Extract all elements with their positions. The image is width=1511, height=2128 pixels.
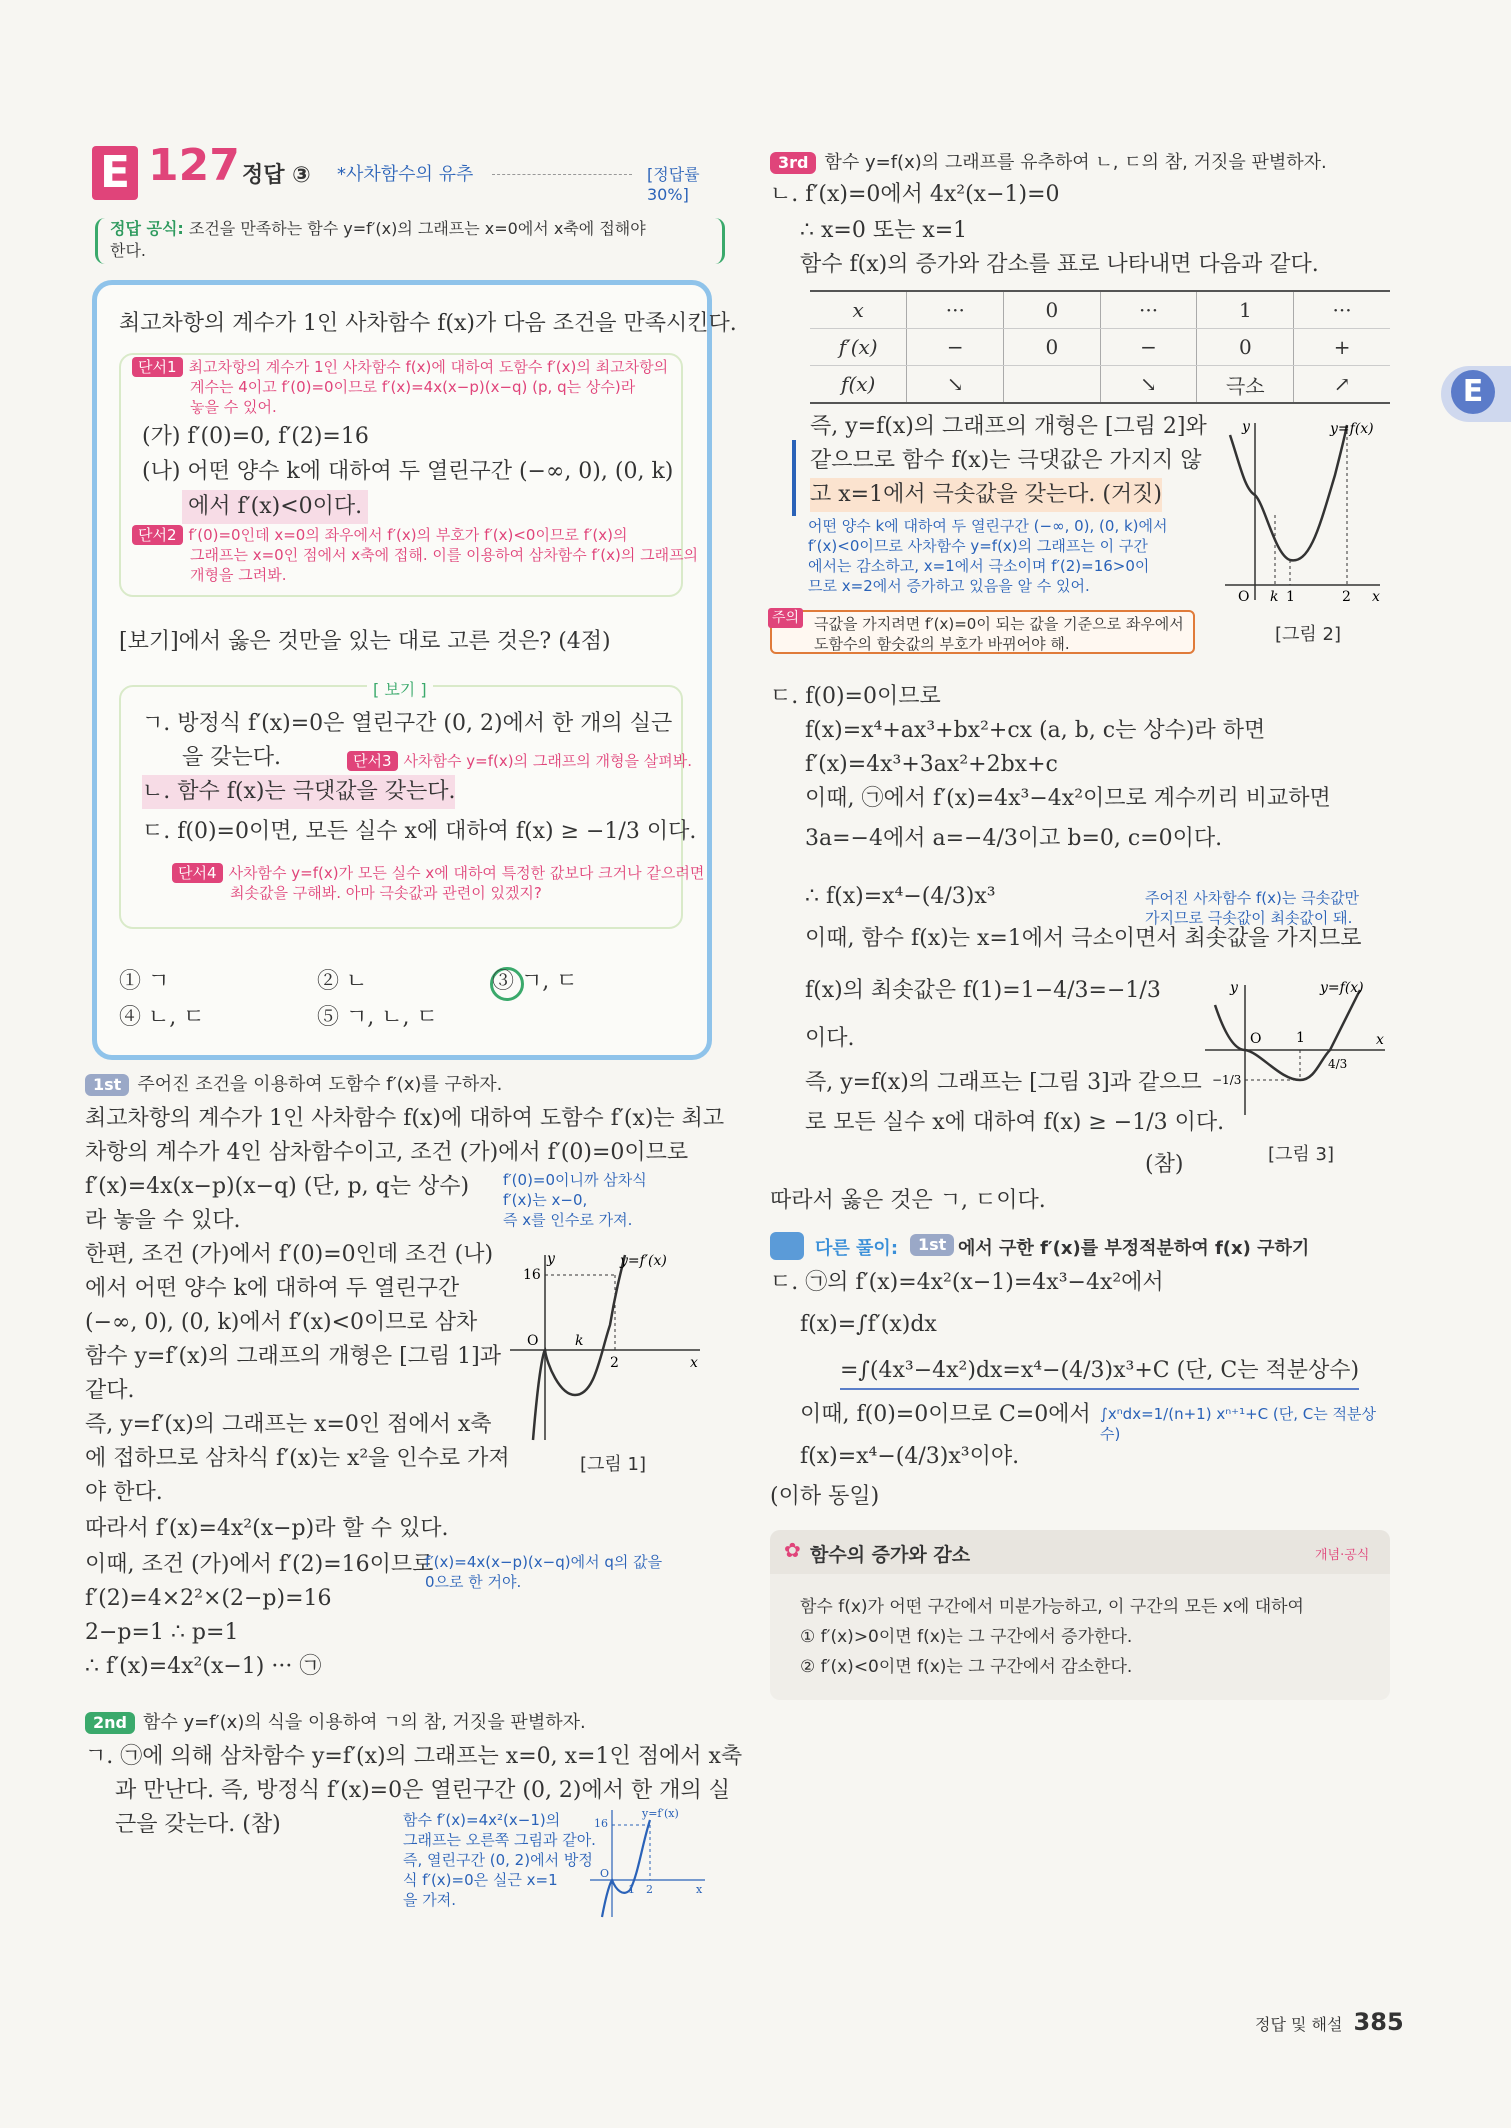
header-leader xyxy=(492,174,632,175)
sol-line-3: f′(x)=4x(x−p)(x−q) (단, p, q는 상수) xyxy=(85,1174,470,1199)
d-line-10: 즉, y=f(x)의 그래프는 [그림 3]과 같으므 xyxy=(805,1070,1202,1095)
note-1 xyxy=(503,1170,647,1230)
note-3 xyxy=(403,1810,596,1910)
fig2-x-label: x xyxy=(1372,589,1380,605)
d-line-9: 이다. xyxy=(805,1026,855,1051)
note-1-line-2: f′(x)는 x−0, xyxy=(503,1191,588,1209)
note-6: ∫xⁿdx=1/(n+1) xⁿ⁺¹+C (단, C는 적분상수) xyxy=(1100,1405,1376,1443)
step-1-title: 주어진 조건을 이용하여 도함수 f′(x)를 구하자. xyxy=(137,1074,503,1095)
d-line-5: 3a=−4에서 a=−4/3이고 b=0, c=0이다. xyxy=(805,826,1223,851)
fig3-y-label: y xyxy=(1230,980,1238,996)
clue-3-text: 사차함수 y=f(x)의 그래프의 개형을 살펴봐. xyxy=(403,752,693,770)
note-2-line-1: f′(x)=4x(x−p)(x−q)에서 q의 값을 xyxy=(425,1553,663,1571)
condition-ga: (가) f′(0)=0, f′(2)=16 xyxy=(142,424,369,449)
fig1-k: k xyxy=(575,1333,584,1349)
sol-line-13: 따라서 f′(x)=4x²(x−p)라 할 수 있다. xyxy=(85,1516,449,1541)
warning-line-2: 도함수의 함숫값의 부호가 바뀌어야 해. xyxy=(814,635,1070,653)
note-1-line-1: f′(0)=0이니까 삼차식 xyxy=(503,1171,647,1189)
small-curve xyxy=(602,1820,650,1917)
side-tab-letter: E xyxy=(1451,370,1495,414)
cell: 0 xyxy=(1197,329,1294,366)
formula-hint-text-1: 조건을 만족하는 함수 y=f′(x)의 그래프는 x=0에서 x축에 접해야 xyxy=(188,219,646,238)
cell: + xyxy=(1294,329,1390,366)
concept-line-3: ② f′(x)<0이면 f(x)는 그 구간에서 감소한다. xyxy=(800,1657,1133,1677)
fig2-y-label: y xyxy=(1242,419,1250,435)
alt-line-2: f(x)=∫f′(x)dx xyxy=(800,1312,937,1337)
cell xyxy=(1004,366,1101,404)
cell: x xyxy=(810,291,907,329)
fig2-k: k xyxy=(1270,589,1279,605)
small-origin: O xyxy=(600,1867,610,1880)
sol-line-14: 이때, 조건 (가)에서 f′(2)=16이므로 xyxy=(85,1552,434,1577)
d-line-7: 이때, 함수 f(x)는 x=1에서 극소이면서 최솟값을 가지므로 xyxy=(805,926,1362,951)
clue-1-line-1: 최고차항의 계수가 1인 사차함수 f(x)에 대하여 도함수 f′(x)의 최고차항의 xyxy=(188,358,669,376)
concept-line-1: 함수 f(x)가 어떤 구간에서 미분가능하고, 이 구간의 모든 x에 대하여 xyxy=(800,1597,1304,1617)
alt-title: 에서 구한 f′(x)를 부정적분하여 f(x) 구하기 xyxy=(958,1238,1310,1259)
figure-2-caption: [그림 2] xyxy=(1275,624,1341,645)
g-line-3: 근을 갖는다. (참) xyxy=(115,1812,281,1837)
clue-4-line-1: 사차함수 y=f(x)가 모든 실수 x에 대하여 특정한 값보다 크거나 같으려면 xyxy=(228,864,705,882)
choice-3[interactable]: ③ ㄱ, ㄷ xyxy=(492,969,578,994)
sol-line-6: 에서 어떤 양수 k에 대하여 두 열린구간 xyxy=(85,1276,460,1301)
alt-icon xyxy=(770,1232,804,1260)
flower-icon: ✿ xyxy=(784,1538,801,1562)
note-5-line-1: 주어진 사차함수 f(x)는 극솟값만 xyxy=(1145,889,1360,907)
fig1-curve-label: y=f′(x) xyxy=(620,1253,667,1269)
fig2-curve-label: y=f(x) xyxy=(1330,421,1374,437)
fig1-x-label: x xyxy=(690,1355,698,1371)
bogi-title: [ 보기 ] xyxy=(367,677,433,700)
small-x-label: x xyxy=(696,1883,703,1896)
condition-na-line-1: (나) 어떤 양수 k에 대하여 두 열린구간 (−∞, 0), (0, k) xyxy=(142,459,674,484)
clue-1-line-2: 계수는 4이고 f′(0)=0이므로 f′(x)=4x(x−p)(x−q) (p, q는 상수)라 xyxy=(190,378,636,396)
sol-line-2: 차항의 계수가 4인 삼차함수이고, 조건 (가)에서 f′(0)=0이므로 xyxy=(85,1140,689,1165)
option-d: ㄷ. f(0)=0이면, 모든 실수 x에 대하여 f(x) ≥ −1/3 이다. xyxy=(142,819,697,844)
note-4-line-3: 에서는 감소하고, x=1에서 극소이며 f′(2)=16>0이 xyxy=(808,557,1150,575)
note-4 xyxy=(808,516,1168,596)
fig3-origin: O xyxy=(1250,1031,1262,1047)
d-line-8: f(x)의 최솟값은 f(1)=1−4/3=−1/3 xyxy=(805,978,1161,1003)
figure-3-graph xyxy=(1200,980,1390,1120)
warning-box xyxy=(770,610,1195,654)
option-g-line-1: ㄱ. 방정식 f′(x)=0은 열린구간 (0, 2)에서 한 개의 실근 xyxy=(142,711,673,736)
cell: f(x) xyxy=(810,366,907,404)
choice-4[interactable]: ④ ㄴ, ㄷ xyxy=(119,1005,205,1030)
alt-line-4: 이때, f(0)=0이므로 C=0에서 xyxy=(800,1402,1091,1427)
note-3-line-2: 그래프는 오른쪽 그림과 같아. xyxy=(403,1831,596,1849)
choice-1[interactable]: ① ㄱ xyxy=(119,969,170,994)
note-2 xyxy=(425,1552,662,1592)
cell: − xyxy=(1100,329,1197,366)
n-line-2: ∴ x=0 또는 x=1 xyxy=(800,218,968,243)
clue-4 xyxy=(172,863,704,903)
question-text: [보기]에서 옳은 것만을 있는 대로 고른 것은? (4점) xyxy=(119,629,611,654)
d-line-1: ㄷ. f(0)=0이므로 xyxy=(770,684,941,709)
note-4-line-1: 어떤 양수 k에 대하여 두 열린구간 (−∞, 0), (0, k)에서 xyxy=(808,517,1168,535)
note-5-line-2: 가지므로 극솟값이 최솟값이 돼. xyxy=(1145,909,1353,927)
fig2-tick-2: 2 xyxy=(1342,589,1351,605)
note-4-line-4: 므로 x=2에서 증가하고 있음을 알 수 있어. xyxy=(808,577,1090,595)
n-line-5: 같으므로 함수 f(x)는 극댓값은 가지지 않 xyxy=(810,448,1202,473)
clue-2-line-1: f′(0)=0인데 x=0의 좌우에서 f′(x)의 부호가 f′(x)<0이므로 f′(x)의 xyxy=(188,526,628,544)
clue-3-tag: 단서3 xyxy=(347,751,398,771)
conclusion: 따라서 옳은 것은 ㄱ, ㄷ이다. xyxy=(770,1188,1046,1213)
g-line-1: ㄱ. ㉠에 의해 삼차함수 y=f′(x)의 그래프는 x=0, x=1인 점에서 x축 xyxy=(85,1744,743,1769)
n-line-6: 고 x=1에서 극솟값을 갖는다. (거짓) xyxy=(810,478,1162,512)
d-line-4: 이때, ㉠에서 f′(x)=4x³−4x²이므로 계수끼리 비교하면 xyxy=(805,786,1331,811)
cell: 1 xyxy=(1197,291,1294,329)
n-line-1: ㄴ. f′(x)=0에서 4x²(x−1)=0 xyxy=(770,182,1060,207)
fig2-origin: O xyxy=(1238,589,1250,605)
formula-hint-label: 정답 공식: xyxy=(110,219,184,238)
cell: 0 xyxy=(1004,329,1101,366)
clue-1-line-3: 놓을 수 있어. xyxy=(190,398,277,416)
note-1-line-3: 즉 x를 인수로 가져. xyxy=(503,1211,633,1229)
sol-line-11: 에 접하므로 삼차식 f′(x)는 x²을 인수로 가져 xyxy=(85,1446,510,1471)
small-graph xyxy=(590,1805,710,1920)
answer-label: 정답 ③ xyxy=(242,163,311,188)
fig1-tick-16: 16 xyxy=(523,1267,541,1283)
bracket-bar xyxy=(792,440,796,516)
alt-label: 다른 풀이: xyxy=(815,1238,899,1259)
sol-line-17: ∴ f′(x)=4x²(x−1) ··· ㉠ xyxy=(85,1654,322,1679)
fig2-curve xyxy=(1230,425,1347,560)
alt-line-1: ㄷ. ㉠의 f′(x)=4x²(x−1)=4x³−4x²에서 xyxy=(770,1270,1164,1295)
cell: 극소 xyxy=(1197,366,1294,404)
alt-badge: 1st xyxy=(910,1234,954,1256)
sol-line-4: 라 놓을 수 있다. xyxy=(85,1208,241,1233)
note-2-line-2: 0으로 한 거야. xyxy=(425,1573,522,1591)
note-4-line-2: f′(x)<0이므로 사차함수 y=f(x)의 그래프는 이 구간 xyxy=(808,537,1148,555)
problem-box xyxy=(92,280,737,1060)
cell: ··· xyxy=(907,291,1004,329)
cell: ··· xyxy=(1294,291,1390,329)
step-3-title: 함수 y=f(x)의 그래프를 유추하여 ㄴ, ㄷ의 참, 거짓을 판별하자. xyxy=(824,152,1327,173)
cell: ↘ xyxy=(1100,366,1197,404)
cell: f′(x) xyxy=(810,329,907,366)
d-line-12: (참) xyxy=(1145,1152,1184,1177)
problem-number: 127 xyxy=(148,140,240,191)
table-row-x xyxy=(810,291,1390,329)
sol-line-15: f′(2)=4×2²×(2−p)=16 xyxy=(85,1586,332,1611)
fig1-tick-2: 2 xyxy=(610,1355,619,1371)
sol-line-12: 야 한다. xyxy=(85,1480,163,1505)
step-2-badge: 2nd xyxy=(85,1712,135,1734)
d-line-2: f(x)=x⁴+ax³+bx²+cx (a, b, c는 상수)라 하면 xyxy=(805,718,1266,743)
problem-stem: 최고차항의 계수가 1인 사차함수 f(x)가 다음 조건을 만족시킨다. xyxy=(119,311,737,336)
small-tick-2: 2 xyxy=(646,1883,653,1896)
fig3-tick-neg: −1/3 xyxy=(1212,1073,1242,1087)
g-line-2: 과 만난다. 즉, 방정식 f′(x)=0은 열린구간 (0, 2)에서 한 개의 실 xyxy=(115,1778,731,1803)
step-3-heading xyxy=(770,148,1327,174)
page-footer xyxy=(1255,2008,1404,2036)
table-row-fprime xyxy=(810,329,1390,366)
d-line-3: f′(x)=4x³+3ax²+2bx+c xyxy=(805,752,1058,777)
problem-header xyxy=(92,140,722,204)
step-2-title: 함수 y=f′(x)의 식을 이용하여 ㄱ의 참, 거짓을 판별하자. xyxy=(142,1712,586,1733)
page-number: 385 xyxy=(1353,2008,1404,2036)
section-letter: E xyxy=(92,146,138,200)
cell: ··· xyxy=(1100,291,1197,329)
concept-box xyxy=(770,1530,1390,1700)
cell: − xyxy=(907,329,1004,366)
clue-1-tag: 단서1 xyxy=(132,357,183,377)
table-row-f xyxy=(810,366,1390,404)
choice-2[interactable]: ② ㄴ xyxy=(317,969,368,994)
clue-1 xyxy=(132,357,668,417)
alt-line-3: =∫(4x³−4x²)dx=x⁴−(4/3)x³+C (단, C는 적분상수) xyxy=(840,1354,1359,1390)
alt-line-6: (이하 동일) xyxy=(770,1484,880,1509)
fig3-curve-label: y=f(x) xyxy=(1320,980,1364,996)
small-curve-label: y=f′(x) xyxy=(642,1807,679,1820)
clue-2-line-2: 그래프는 x=0인 점에서 x축에 접해. 이를 이용하여 삼차함수 f′(x)의 그래프의 xyxy=(190,546,699,564)
note-3-line-5: 을 가져. xyxy=(403,1891,457,1909)
fig3-tick-1: 1 xyxy=(1296,1030,1305,1046)
clue-2-tag: 단서2 xyxy=(132,525,183,545)
sol-line-9: 같다. xyxy=(85,1378,135,1403)
sol-line-10: 즉, y=f′(x)의 그래프는 x=0인 점에서 x축 xyxy=(85,1412,492,1437)
formula-hint xyxy=(95,218,725,264)
concept-title: 함수의 증가와 감소 xyxy=(810,1544,971,1566)
formula-hint-text-2: 한다. xyxy=(110,241,146,260)
increase-decrease-table xyxy=(810,290,1390,404)
fig3-x-label: x xyxy=(1376,1032,1384,1048)
d-line-11: 로 모든 실수 x에 대하여 f(x) ≥ −1/3 이다. xyxy=(805,1110,1225,1135)
clue-2 xyxy=(132,525,698,585)
figure-3-caption: [그림 3] xyxy=(1268,1144,1334,1165)
n-line-3: 함수 f(x)의 증가와 감소를 표로 나타내면 다음과 같다. xyxy=(800,252,1319,277)
clue-4-line-2: 최솟값을 구해봐. 아마 극솟값과 관련이 있겠지? xyxy=(230,884,542,902)
choice-5[interactable]: ⑤ ㄱ, ㄴ, ㄷ xyxy=(317,1005,438,1030)
n-line-4: 즉, y=f(x)의 그래프의 개형은 [그림 2]와 xyxy=(810,414,1207,439)
cell: ↗ xyxy=(1294,366,1390,404)
topic-label: *사차함수의 유추 xyxy=(337,164,474,185)
clue-2-line-3: 개형을 그려봐. xyxy=(190,566,287,584)
figure-1-caption: [그림 1] xyxy=(580,1454,646,1475)
clue-4-tag: 단서4 xyxy=(172,863,223,883)
small-tick-16: 16 xyxy=(594,1817,608,1830)
fig1-origin: O xyxy=(527,1333,539,1349)
option-n: ㄴ. 함수 f(x)는 극댓값을 갖는다. xyxy=(142,775,455,809)
step-1-heading xyxy=(85,1070,502,1096)
cell: ↘ xyxy=(907,366,1004,404)
footer-label: 정답 및 해설 xyxy=(1255,2015,1343,2034)
note-3-line-4: 식 f′(x)=0은 실근 x=1 xyxy=(403,1871,558,1889)
sol-line-16: 2−p=1 ∴ p=1 xyxy=(85,1620,239,1645)
d-line-6: ∴ f(x)=x⁴−(4/3)x³ xyxy=(805,884,996,909)
fig2-tick-1: 1 xyxy=(1286,589,1295,605)
step-2-heading xyxy=(85,1708,586,1734)
sol-line-7: (−∞, 0), (0, k)에서 f′(x)<0이므로 삼차 xyxy=(85,1310,478,1335)
sol-line-8: 함수 y=f′(x)의 그래프의 개형은 [그림 1]과 xyxy=(85,1344,501,1369)
warning-line-1: 극값을 가지려면 f′(x)=0이 되는 값을 기준으로 좌우에서 xyxy=(814,615,1184,633)
concept-line-2: ① f′(x)>0이면 f(x)는 그 구간에서 증가한다. xyxy=(800,1627,1133,1647)
sol-line-5: 한편, 조건 (가)에서 f′(0)=0인데 조건 (나) xyxy=(85,1242,494,1267)
figure-1-graph xyxy=(505,1245,705,1445)
step-1-badge: 1st xyxy=(85,1074,129,1096)
small-tick-1: 1 xyxy=(628,1883,635,1896)
section-side-tab[interactable] xyxy=(1441,366,1511,422)
option-g-line-2: 을 갖는다. xyxy=(182,745,281,770)
concept-tag: 개념·공식 xyxy=(1315,1548,1370,1563)
sol-line-1: 최고차항의 계수가 1인 사차함수 f(x)에 대하여 도함수 f′(x)는 최고 xyxy=(85,1106,725,1131)
step-3-badge: 3rd xyxy=(770,152,816,174)
clue-3 xyxy=(347,751,692,771)
note-3-line-3: 즉, 열린구간 (0, 2)에서 방정 xyxy=(403,1851,593,1869)
fig3-tick-4-3: 4/3 xyxy=(1328,1057,1348,1071)
warning-tag: 주의 xyxy=(768,608,803,628)
note-3-line-1: 함수 f′(x)=4x²(x−1)의 xyxy=(403,1811,561,1829)
fig1-y-label: y xyxy=(547,1251,555,1267)
cell: 0 xyxy=(1004,291,1101,329)
answer-rate: [정답률 30%] xyxy=(647,165,700,204)
alt-line-5: f(x)=x⁴−(4/3)x³이야. xyxy=(800,1444,1020,1469)
figure-2-graph xyxy=(1220,415,1390,605)
condition-na-line-2: 에서 f′(x)<0이다. xyxy=(182,490,368,524)
